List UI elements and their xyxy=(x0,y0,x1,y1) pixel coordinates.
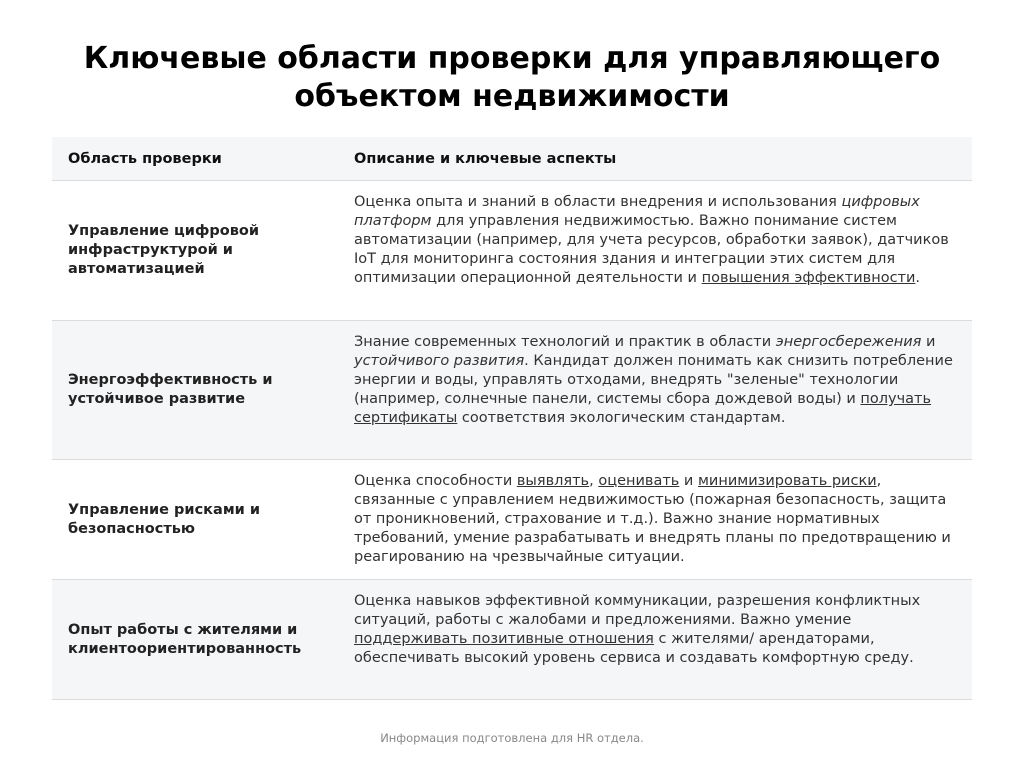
underlined-text: минимизировать риски xyxy=(697,473,877,489)
underlined-text: получать сертификаты xyxy=(354,391,932,426)
row-description: Оценка навыков эффективной коммуникации, разрешения конфликтных ситуаций, работы с жалобами и предложениями. Важно умение поддерживать позитивные отношения с жителями/ арендаторами, обеспечивать высокий уровень сервиса и создавать комфортную среду. xyxy=(354,593,921,666)
table-row xyxy=(52,181,972,321)
row-area: Управление цифровой инфраструктурой и автоматизацией xyxy=(68,223,259,277)
row-area: Энергоэффективность и устойчивое развитие xyxy=(68,372,273,407)
row-description: Оценка опыта и знаний в области внедрения и использования цифровых платформ для управления недвижимостью. Важно понимание систем автоматизации (например, для учета ресурсов, обработки заявок), датчиков IoT для мониторинга состояния здания и интеграции этих систем для оптимизации операционной деятельности и повышения эффективности. xyxy=(354,194,949,286)
table-row xyxy=(52,321,972,460)
underlined-text: оценивать xyxy=(598,473,680,489)
row-description: Знание современных технологий и практик в области энергосбережения и устойчивого развития. Кандидат должен понимать как снизить потребление энергии и воды, управлять отходами, внедрять "зеленые" технологии (например, солнечные панели, системы сбора дождевой воды) и получать сертификаты соответствия экологическим стандартам. xyxy=(354,334,953,426)
underlined-text: выявлять xyxy=(516,473,590,489)
header-description: Описание и ключевые аспекты xyxy=(354,150,617,167)
underlined-text: поддерживать позитивные отношения xyxy=(354,631,654,647)
table-row xyxy=(52,580,972,700)
underlined-text: повышения эффективности xyxy=(701,270,916,286)
review-areas-table xyxy=(52,137,972,700)
footer-note: Информация подготовлена для HR отдела. xyxy=(380,731,644,745)
table-row xyxy=(52,460,972,580)
row-area: Управление рисками и безопасностью xyxy=(68,501,261,537)
emphasis-text: энергосбережения xyxy=(775,334,922,350)
page-title: Ключевые области проверки для управляющего объектом недвижимости xyxy=(83,41,941,114)
row-area: Опыт работы с жителями и клиентоориентированность xyxy=(68,621,302,657)
emphasis-text: цифровых платформ xyxy=(354,194,920,229)
table-header-row xyxy=(52,137,972,181)
header-area: Область проверки xyxy=(68,150,222,167)
emphasis-text: устойчивого развития xyxy=(354,353,525,369)
row-description: Оценка способности выявлять, оценивать и минимизировать риски, связанные с управлением недвижимостью (пожарная безопасность, защита от проникновений, страхование и т.д.). Важно знание нормативных требований, умение разрабатывать и внедрять планы по предотвращению и реагированию на чрезвычайные ситуации. xyxy=(354,473,951,565)
